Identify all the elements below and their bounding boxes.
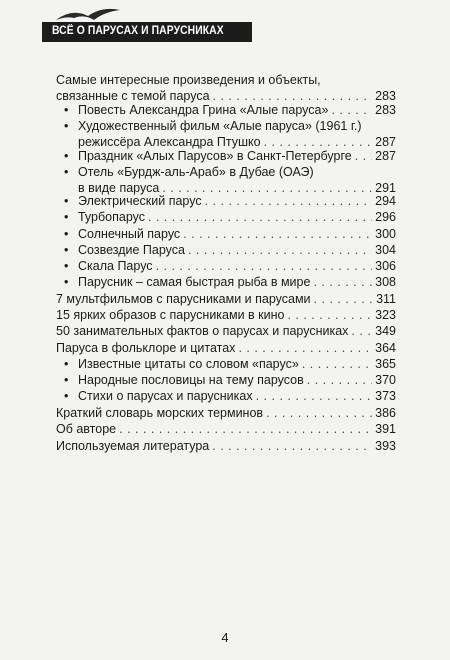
toc-entry-page: 306 [375, 259, 396, 273]
dot-leader [331, 102, 372, 118]
toc-entry [56, 405, 396, 421]
toc-entry [56, 164, 396, 196]
dot-leader [148, 209, 372, 225]
toc-entry-title: Краткий словарь морских терминов [56, 406, 264, 420]
toc-entry-page: 349 [375, 324, 396, 338]
toc-entry-title: в виде паруса [78, 181, 160, 195]
toc-entry-page: 291 [375, 181, 396, 195]
toc-entry-title: Стихи о парусах и парусниках [78, 389, 253, 403]
toc-entry-page: 393 [375, 439, 396, 453]
toc-entry-page: 373 [375, 389, 396, 403]
dot-leader [238, 340, 372, 356]
dot-leader [188, 242, 372, 258]
toc-entry [56, 148, 396, 164]
bullet-icon: • [64, 194, 69, 208]
toc-entry [56, 421, 396, 437]
bullet-icon: • [64, 389, 69, 403]
toc-entry [56, 388, 396, 404]
toc-entry-page: 391 [375, 422, 396, 436]
toc-entry [56, 209, 396, 225]
dot-leader [183, 226, 372, 242]
header-banner [42, 22, 252, 42]
toc-entry-title: Скала Парус [78, 259, 153, 273]
toc-entry [56, 72, 396, 104]
toc-entry [56, 323, 396, 339]
toc-entry-page: 386 [375, 406, 396, 420]
toc-entry [56, 340, 396, 356]
toc-entry-page: 308 [375, 275, 396, 289]
dot-leader [287, 307, 372, 323]
toc-entry [56, 372, 396, 388]
toc-entry-title: режиссёра Александра Птушко [78, 135, 261, 149]
dot-leader [256, 388, 373, 404]
toc-entry-page: 370 [375, 373, 396, 387]
toc-entry-title-line: Самые интересные произведения и объекты, [56, 73, 321, 87]
bullet-icon: • [64, 259, 69, 273]
toc-entry-page: 323 [375, 308, 396, 322]
dot-leader [314, 291, 374, 307]
toc-entry-page: 304 [375, 243, 396, 257]
toc-entry-page: 287 [375, 149, 396, 163]
bullet-icon: • [64, 119, 69, 133]
bullet-icon: • [64, 373, 69, 387]
toc-entry-page: 294 [375, 194, 396, 208]
toc-entry-page: 283 [375, 89, 396, 103]
toc-entry-title: Турбопарус [78, 210, 145, 224]
toc-entry-page: 365 [375, 357, 396, 371]
page-number: 4 [221, 630, 229, 645]
dot-leader [351, 323, 372, 339]
toc-entry [56, 102, 396, 118]
toc-entry-title: Парусник – самая быстрая рыба в мире [78, 275, 311, 289]
bullet-icon: • [64, 243, 69, 257]
bullet-icon: • [64, 275, 69, 289]
toc-entry [56, 356, 396, 372]
bullet-icon: • [64, 103, 69, 117]
dot-leader [307, 372, 372, 388]
toc-entry-title: связанные с темой паруса [56, 89, 210, 103]
toc-entry-title: 7 мультфильмов с парусниками и парусами [56, 292, 311, 306]
bullet-icon: • [64, 357, 69, 371]
dot-leader [205, 193, 373, 209]
running-header [42, 4, 282, 46]
toc-entry [56, 258, 396, 274]
bullet-icon: • [64, 210, 69, 224]
header-banner-text: ВСЁ О ПАРУСАХ И ПАРУСНИКАХ [52, 25, 224, 37]
toc-entry-page: 287 [375, 135, 396, 149]
dot-leader [212, 438, 372, 454]
dot-leader [355, 148, 372, 164]
toc-entry-title: Народные пословицы на тему парусов [78, 373, 304, 387]
toc-entry-page: 311 [376, 292, 396, 306]
toc-entry [56, 118, 396, 150]
toc-entry [56, 193, 396, 209]
dot-leader [313, 274, 372, 290]
bullet-icon: • [64, 227, 69, 241]
toc-entry-title-line: Отель «Бурдж-аль-Араб» в Дубае (ОАЭ) [78, 165, 314, 179]
toc-entry [56, 226, 396, 242]
toc-entry-title: Повесть Александра Грина «Алые паруса» [78, 103, 329, 117]
dot-leader [266, 405, 372, 421]
dot-leader [119, 421, 372, 437]
toc-entry [56, 307, 396, 323]
toc-entry-page: 300 [375, 227, 396, 241]
toc-entry-page: 296 [375, 210, 396, 224]
dot-leader [156, 258, 373, 274]
toc-entry-title: Созвездие Паруса [78, 243, 185, 257]
toc-entry-title: Об авторе [56, 422, 117, 436]
toc-entry-page: 364 [375, 341, 396, 355]
toc-entry-title-line: Художественный фильм «Алые паруса» (1961 г.) [78, 119, 362, 133]
toc-entry-title: 15 ярких образов с парусниками в кино [56, 308, 285, 322]
toc-entry [56, 242, 396, 258]
toc-entry-title: Используемая литература [56, 439, 210, 453]
toc-entry-title: Известные цитаты со словом «парус» [78, 357, 299, 371]
toc-entry [56, 438, 396, 454]
dot-leader [302, 356, 372, 372]
toc-entry [56, 274, 396, 290]
bullet-icon: • [64, 149, 69, 163]
toc-entry-title: Праздник «Алых Парусов» в Санкт-Петербурге [78, 149, 352, 163]
toc-entry-page: 283 [375, 103, 396, 117]
toc-entry-title: Электрический парус [78, 194, 202, 208]
toc-entry-title: 50 занимательных фактов о парусах и парусниках [56, 324, 349, 338]
toc-entry [56, 291, 396, 307]
toc-entry-title: Паруса в фольклоре и цитатах [56, 341, 236, 355]
toc-entry-title: Солнечный парус [78, 227, 181, 241]
bullet-icon: • [64, 165, 69, 179]
